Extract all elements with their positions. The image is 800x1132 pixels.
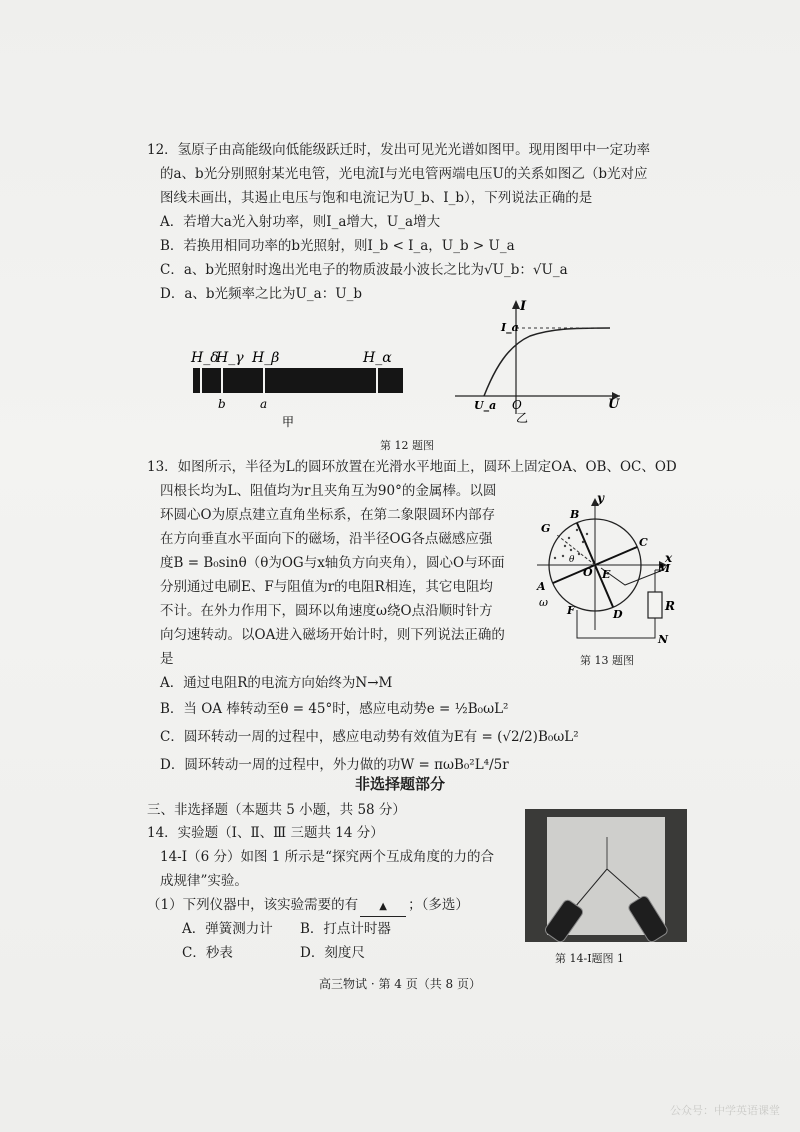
page-footer: 高三物试 · 第 4 页（共 8 页） — [319, 977, 481, 991]
q14-option-b: B．打点计时器 — [300, 921, 391, 937]
axis-i-label: I — [520, 299, 527, 314]
string-right — [607, 869, 643, 901]
q14-line3: 成规律”实验。 — [160, 873, 248, 889]
c-label: C — [639, 536, 648, 549]
y-label: y — [597, 491, 604, 505]
rod-oc — [595, 547, 637, 565]
a-label: A — [537, 580, 546, 593]
mark-a: a — [260, 397, 268, 411]
i-axis-arrow — [512, 300, 520, 309]
photocurrent-curve — [484, 328, 610, 396]
h-alpha-label: H_α — [363, 350, 392, 366]
q12-caption: 第 12 题图 — [380, 439, 434, 452]
theta-label: θ — [569, 555, 575, 565]
q13-caption: 第 13 题图 — [580, 654, 634, 667]
f-label: F — [567, 604, 575, 617]
q12-line3: 图线未画出，其遏止电压与饱和电流记为U_b、I_b），下列说法正确的是 — [160, 190, 593, 206]
string-left — [575, 869, 607, 907]
q12-option-c: C．a、b光照射时逸出光电子的物质波最小波长之比为√U_b：√U_a — [160, 262, 568, 278]
section-three-title: 三、非选择题（本题共 5 小题，共 58 分） — [147, 802, 406, 818]
h-beta-label: H_β — [252, 350, 280, 366]
q14-sub1 — [147, 896, 469, 917]
q13-line3: 环圆心O为原点建立直角坐标系，在第二象限圆环内部存 — [160, 507, 496, 523]
q13-line9: 是 — [160, 651, 174, 667]
b-label: B — [570, 508, 580, 521]
q13-line6: 分别通过电刷E、F与阻值为r的电阻R相连，其它电阻均 — [160, 579, 493, 595]
spectrum-figure — [188, 340, 413, 432]
q14-option-a: A．弹簧测力计 — [182, 921, 273, 937]
ring-figure — [525, 490, 690, 650]
d-label: D — [613, 608, 623, 621]
mark-b: b — [218, 397, 226, 411]
axis-u-label: U — [608, 397, 620, 412]
n-label: N — [658, 633, 669, 646]
origin-label: O — [512, 398, 522, 412]
g-label: G — [541, 522, 551, 535]
q14-caption: 第 14-Ⅰ题图 1 — [555, 952, 625, 965]
q13-option-b: B．当 OA 棒转动至θ = 45°时，感应电动势e = ½B₀ωL² — [160, 701, 509, 717]
q13-line7: 不计。在外力作用下，圆环以角速度ω绕O点沿顺时针方 — [160, 603, 493, 619]
x-label: x — [665, 551, 673, 565]
q13-line5: 度B = B₀sinθ（θ为OG与x轴负方向夹角），圆心O与环面 — [160, 555, 505, 571]
q13-line2: 四根长均为L、阻值均为r且夹角互为90°的金属棒。以圆 — [160, 483, 497, 499]
h-gamma-label: H_γ — [216, 350, 244, 366]
q12-option-a: A．若增大a光入射功率，则I_a增大，U_a增大 — [160, 214, 441, 230]
spring-scales — [525, 809, 687, 942]
watermark: 公众号：中学英语课堂 — [670, 1104, 780, 1117]
q13-line8: 向匀速转动。以OA进入磁场开始计时，则下列说法正确的 — [160, 627, 505, 643]
q14-line1: 14．实验题（Ⅰ、Ⅱ、Ⅲ 三题共 14 分） — [147, 825, 384, 841]
spectrum-band — [193, 368, 403, 393]
q14-sub1-text: （1）下列仪器中，该实验需要的有 — [147, 897, 359, 913]
q14-option-c: C．秒表 — [182, 945, 233, 961]
q14-option-d: D．刻度尺 — [300, 945, 365, 961]
iu-curve-figure — [450, 296, 630, 426]
resistor-r — [648, 592, 662, 618]
o-label: O — [583, 566, 593, 579]
q13-line4: 在方向垂直水平面向下的磁场，沿半径OG各点磁感应强 — [160, 531, 493, 547]
answer-blank: ▲ — [360, 897, 406, 917]
r-label: R — [665, 599, 675, 613]
rod-ob — [577, 523, 595, 565]
m-label: M — [658, 562, 671, 575]
fig-jia-label: 甲 — [282, 415, 295, 429]
e-label: E — [602, 568, 611, 581]
q12-option-d: D．a、b光频率之比为U_a：U_b — [160, 286, 362, 302]
q13-option-a: A．通过电阻R的电流方向始终为N→M — [160, 675, 393, 691]
ua-label: U_a — [474, 399, 497, 412]
q14-multi-note: ；（多选） — [408, 897, 469, 913]
omega-label: ω — [539, 596, 548, 609]
q12-option-b: B．若换用相同功率的b光照射，则I_b < I_a，U_b > U_a — [160, 238, 515, 254]
q12-line2: 的a、b光分别照射某光电管，光电流I与光电管两端电压U的关系如图乙（b光对应 — [160, 166, 648, 182]
experiment-photo — [525, 809, 687, 942]
q14-line2: 14-Ⅰ（6 分）如图 1 所示是“探究两个互成角度的力的合 — [160, 849, 495, 865]
h-delta-label: H_δ — [191, 350, 219, 366]
q13-option-d: D．圆环转动一周的过程中，外力做的功W = πωB₀²L⁴/5r — [160, 757, 509, 773]
q12-line1: 12．氢原子由高能级向低能级跃迁时，发出可见光光谱如图甲。现用图甲中一定功率 — [147, 142, 651, 158]
section-title: 非选择题部分 — [354, 775, 445, 793]
fig-yi-label: 乙 — [516, 411, 529, 425]
spring-scale-left — [544, 898, 585, 942]
ia-label: I_a — [501, 321, 519, 334]
q13-option-c: C．圆环转动一周的过程中，感应电动势有效值为E有 = (√2/2)B₀ωL² — [160, 729, 579, 745]
q13-line1: 13．如图所示，半径为L的圆环放置在光滑水平地面上，圆环上固定OA、OB、OC、OD — [147, 459, 677, 475]
spring-scale-right — [627, 895, 669, 942]
